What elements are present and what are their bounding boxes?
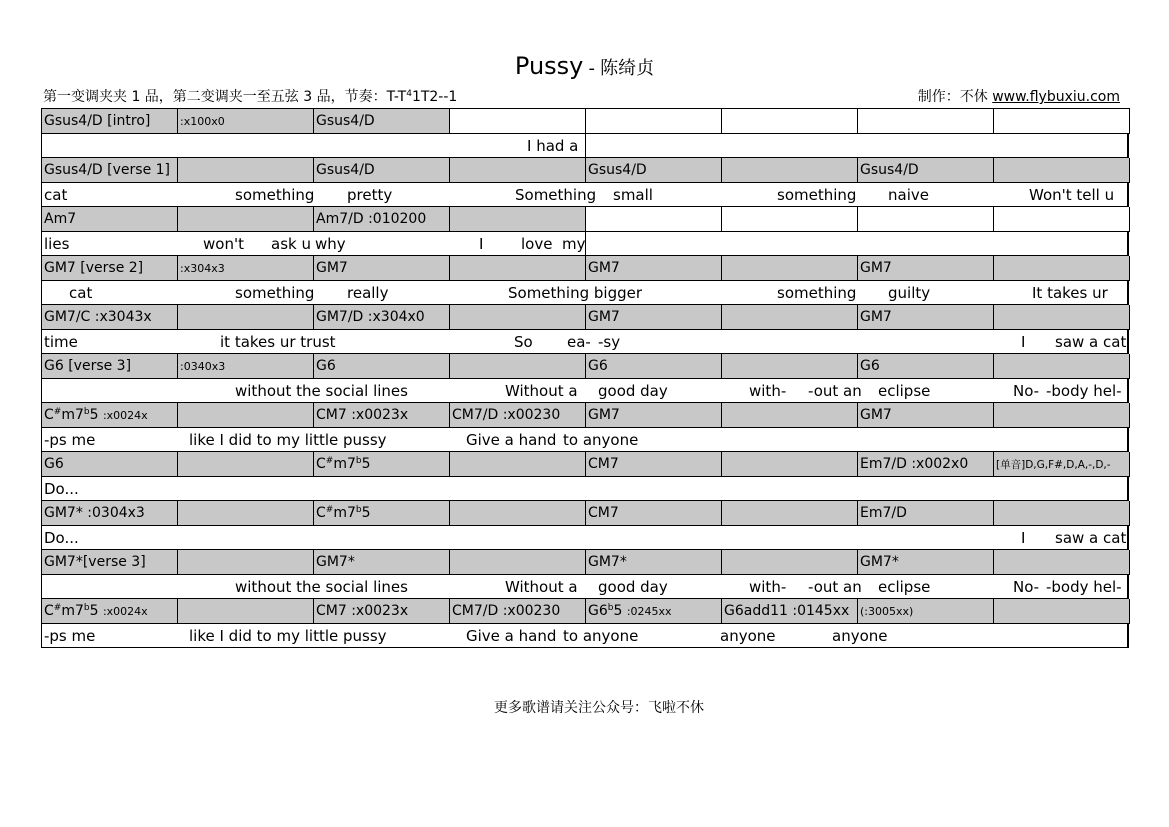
footer-note: 更多歌谱请关注公众号：飞啦不休 — [494, 700, 704, 716]
lyric-row — [42, 330, 1129, 354]
chord-cell — [858, 305, 994, 329]
chord-cell — [722, 403, 858, 427]
chord-text: G6 — [316, 358, 336, 374]
chord-text: Gsus4/D — [588, 162, 647, 178]
lyric-word: -body hel- — [1046, 578, 1122, 596]
lyric-word: good day — [598, 382, 668, 400]
chord-cell — [994, 256, 1130, 280]
chord-cell — [994, 305, 1130, 329]
chord-cell — [178, 599, 314, 623]
maker-label: 制作：不休 — [917, 89, 988, 105]
chord-row — [42, 256, 1130, 281]
chord-cell — [178, 501, 314, 525]
chord-cell — [586, 452, 722, 476]
chord-cell — [994, 501, 1130, 525]
lyric-word: good day — [598, 578, 668, 596]
lyric-line — [42, 477, 1128, 501]
chord-cell — [858, 207, 994, 231]
chord-cell — [314, 354, 450, 378]
lyric-word: time — [44, 333, 78, 351]
lyric-word: Give a hand — [466, 431, 557, 449]
lyric-word: It takes ur — [1032, 284, 1108, 302]
chord-cell — [178, 109, 314, 133]
lyric-word: saw a cat — [1055, 529, 1127, 547]
chord-cell — [450, 403, 586, 427]
chord-cell — [722, 501, 858, 525]
lyric-row — [42, 575, 1129, 599]
lyric-word: small — [613, 186, 653, 204]
chord-cell — [178, 305, 314, 329]
chord-cell — [994, 599, 1130, 623]
chord-cell — [722, 452, 858, 476]
chord-cell: C#m7$^b$5 :x0024x — [42, 599, 178, 623]
lyric-word: -body hel- — [1046, 382, 1122, 400]
maker-info — [918, 86, 1120, 106]
chord-cell — [42, 158, 178, 182]
site-link[interactable]: www.flybuxiu.com — [992, 89, 1120, 105]
chord-text: GM7 [verse 2] — [44, 260, 144, 276]
chord-row — [42, 501, 1130, 526]
lyric-word: without the social lines — [235, 578, 408, 596]
lyric-line — [42, 526, 1128, 550]
chord-cell — [314, 207, 450, 231]
chord-cell — [586, 501, 722, 525]
chord-text: GM7* :0304x3 — [44, 505, 145, 521]
chord-text: CM7 :x0023x — [316, 407, 409, 423]
lyric-word: eclipse — [878, 382, 931, 400]
chord-cell — [994, 550, 1130, 574]
capo-rhythm-info — [43, 86, 457, 106]
lyric-line — [42, 232, 586, 256]
chord-text: GM7 — [860, 309, 892, 325]
title-dash: - — [588, 58, 595, 79]
lyric-word: Without a — [505, 382, 578, 400]
chord-text: GM7 — [316, 260, 348, 276]
chord-row — [42, 354, 1130, 379]
chord-text: GM7*[verse 3] — [44, 554, 146, 570]
rhythm-tail: 1T2--1 — [411, 89, 458, 105]
chord-text: Gsus4/D [intro] — [44, 113, 151, 129]
chord-cell — [178, 158, 314, 182]
chord-cell — [722, 599, 858, 623]
lyric-word: Do... — [44, 480, 79, 498]
lyric-line — [42, 575, 1128, 599]
chord-text: Em7/D :x002x0 — [860, 456, 969, 472]
chord-cell — [178, 354, 314, 378]
lyric-word: anyone — [832, 627, 888, 645]
lyric-word: lies — [44, 235, 70, 253]
lyric-line — [42, 134, 586, 158]
chord-cell — [178, 452, 314, 476]
chord-cell — [858, 550, 994, 574]
chord-text: GM7 — [588, 309, 620, 325]
chord-cell — [722, 305, 858, 329]
chord-cell — [314, 403, 450, 427]
chord-cell — [314, 305, 450, 329]
capo-text: 第一变调夹夹 1 品，第二变调夹一至五弦 3 品，节奏：T-T — [43, 89, 407, 105]
lyric-word: to anyone — [563, 627, 639, 645]
lyric-word: like I did to my little pussy — [189, 431, 387, 449]
chord-row — [42, 109, 1130, 134]
chord-text: Gsus4/D [verse 1] — [44, 162, 171, 178]
chord-cell — [314, 599, 450, 623]
chord-text: [单音]D,G,F#,D,A,-,D,- — [996, 459, 1111, 471]
lyric-word: something — [777, 284, 857, 302]
lyric-row — [42, 281, 1129, 305]
chord-text: G6 [verse 3] — [44, 358, 132, 374]
chord-cell — [994, 207, 1130, 231]
chord-cell — [722, 109, 858, 133]
lyric-word: something — [235, 284, 315, 302]
chord-cell — [450, 305, 586, 329]
lyric-word: No- — [1013, 382, 1040, 400]
chord-cell — [586, 158, 722, 182]
lyric-word: Something bigger — [508, 284, 643, 302]
chord-text: GM7 — [588, 260, 620, 276]
chord-text: G6 — [860, 358, 880, 374]
chord-cell — [178, 550, 314, 574]
lyric-word: -sy — [598, 333, 621, 351]
chord-row — [42, 550, 1130, 575]
lyric-word: like I did to my little pussy — [189, 627, 387, 645]
lyric-line — [42, 428, 1128, 452]
chord-cell — [42, 354, 178, 378]
chord-cell — [586, 403, 722, 427]
chord-cell — [450, 256, 586, 280]
lyric-row — [42, 183, 1129, 207]
lyric-line — [42, 183, 1128, 207]
lyric-word: without the social lines — [235, 382, 408, 400]
lyric-word: love — [521, 235, 553, 253]
lyric-word: won't — [203, 235, 244, 253]
chord-row — [42, 599, 1130, 624]
lyric-word: Do... — [44, 529, 79, 547]
lyric-word: ea- — [567, 333, 591, 351]
lyric-row — [42, 428, 1129, 452]
lyric-word: eclipse — [878, 578, 931, 596]
chord-text: Am7 — [44, 211, 77, 227]
chord-cell — [722, 256, 858, 280]
chord-cell — [178, 256, 314, 280]
chord-cell — [994, 354, 1130, 378]
lyric-row — [42, 624, 1129, 648]
lyric-word: I had a — [527, 137, 579, 155]
lyric-word: ask u — [271, 235, 311, 253]
chord-cell — [450, 501, 586, 525]
chord-text: G6add11 :0145xx — [724, 603, 850, 619]
chord-cell — [586, 354, 722, 378]
chord-cell — [42, 305, 178, 329]
lyric-word: No- — [1013, 578, 1040, 596]
chord-text: :0340x3 — [180, 360, 226, 373]
lyric-word: Something — [515, 186, 597, 204]
lyric-word: -ps me — [44, 627, 96, 645]
chord-cell — [42, 550, 178, 574]
chord-text: CM7 :x0023x — [316, 603, 409, 619]
lyric-word: why — [315, 235, 346, 253]
chord-text: (:3005xx) — [860, 605, 914, 618]
lyric-word: something — [777, 186, 857, 204]
lyric-row — [42, 526, 1129, 550]
lyric-row — [42, 134, 1129, 158]
lyric-word: -out an — [808, 382, 862, 400]
lyric-word: to anyone — [563, 431, 639, 449]
chord-cell — [586, 256, 722, 280]
lyric-word: Give a hand — [466, 627, 557, 645]
chord-cell — [722, 550, 858, 574]
chord-cell — [178, 403, 314, 427]
chord-cell — [42, 501, 178, 525]
chord-text: G6 — [44, 456, 64, 472]
lyric-word: with- — [749, 382, 787, 400]
chord-cell — [858, 158, 994, 182]
chord-cell — [450, 109, 586, 133]
chord-text: GM7 — [860, 260, 892, 276]
chord-text: CM7/D :x00230 — [452, 407, 561, 423]
lyric-word: really — [347, 284, 389, 302]
chord-cell — [858, 109, 994, 133]
lyric-word: naive — [888, 186, 929, 204]
lyric-word: my — [562, 235, 586, 253]
lyric-word: So — [514, 333, 533, 351]
chord-cell — [858, 256, 994, 280]
chord-sheet — [41, 108, 1130, 648]
chord-text: Gsus4/D — [860, 162, 919, 178]
lyric-line — [42, 624, 1128, 648]
chord-cell — [314, 256, 450, 280]
chord-row — [42, 305, 1130, 330]
chord-cell — [722, 158, 858, 182]
lyric-row — [42, 379, 1129, 403]
chord-cell — [314, 109, 450, 133]
lyric-row — [42, 232, 1129, 256]
lyric-word: cat — [44, 186, 68, 204]
chord-text: GM7* — [588, 554, 627, 570]
chord-cell — [42, 452, 178, 476]
chord-cell — [994, 452, 1130, 476]
song-name: Pussy — [514, 52, 584, 80]
chord-cell — [994, 109, 1130, 133]
chord-cell — [450, 599, 586, 623]
chord-cell — [42, 109, 178, 133]
lyric-word: Won't tell u — [1029, 186, 1115, 204]
lyric-word: I — [479, 235, 484, 253]
chord-text: :x100x0 — [180, 115, 225, 128]
lyric-word: saw a cat — [1055, 333, 1127, 351]
lyric-word: -out an — [808, 578, 862, 596]
chord-cell — [314, 550, 450, 574]
chord-cell — [586, 109, 722, 133]
chord-cell — [586, 550, 722, 574]
lyric-word: it takes ur trust — [220, 333, 336, 351]
chord-cell — [858, 599, 994, 623]
lyric-word: with- — [749, 578, 787, 596]
chord-text: GM7/D :x304x0 — [316, 309, 425, 325]
chord-cell — [42, 207, 178, 231]
lyric-word: guilty — [888, 284, 931, 302]
chord-cell — [586, 207, 722, 231]
lyric-word: something — [235, 186, 315, 204]
lyric-row — [42, 477, 1129, 501]
chord-cell: G6$^b$5 :0245xx — [586, 599, 722, 623]
chord-cell — [858, 403, 994, 427]
chord-text: GM7* — [860, 554, 899, 570]
chord-row — [42, 452, 1130, 477]
chord-cell — [450, 354, 586, 378]
chord-text: Gsus4/D — [316, 162, 375, 178]
chord-row — [42, 403, 1130, 428]
chord-text: :x304x3 — [180, 262, 225, 275]
chord-cell — [450, 207, 586, 231]
chord-cell — [858, 354, 994, 378]
lyric-word: -ps me — [44, 431, 96, 449]
lyric-line — [42, 330, 1128, 354]
lyric-word: Without a — [505, 578, 578, 596]
song-title — [0, 52, 1169, 80]
lyric-line — [42, 281, 1128, 305]
chord-cell — [586, 305, 722, 329]
chord-cell: C#m7$^b$5 — [314, 501, 450, 525]
chord-text: CM7/D :x00230 — [452, 603, 561, 619]
chord-text: CM7 — [588, 456, 619, 472]
chord-cell — [858, 501, 994, 525]
chord-text: Am7/D :010200 — [316, 211, 427, 227]
chord-text: GM7 — [588, 407, 620, 423]
chord-cell — [450, 452, 586, 476]
chord-text: CM7 — [588, 505, 619, 521]
rhythm-superscript: 4 — [406, 89, 412, 99]
lyric-word: pretty — [347, 186, 393, 204]
chord-cell — [994, 403, 1130, 427]
empty-lyric-cell — [586, 232, 1129, 256]
chord-cell — [178, 207, 314, 231]
chord-cell — [450, 158, 586, 182]
chord-text: G6 — [588, 358, 608, 374]
chord-cell — [450, 550, 586, 574]
chord-cell — [42, 256, 178, 280]
chord-cell — [858, 452, 994, 476]
chord-row — [42, 158, 1130, 183]
chord-text: GM7 — [860, 407, 892, 423]
chord-text: GM7* — [316, 554, 355, 570]
chord-text: Gsus4/D — [316, 113, 375, 129]
lyric-word: anyone — [720, 627, 776, 645]
chord-cell: C#m7$^b$5 :x0024x — [42, 403, 178, 427]
empty-lyric-cell — [586, 134, 1129, 158]
lyric-word: cat — [69, 284, 93, 302]
lyric-word: I — [1021, 333, 1026, 351]
chord-text: Em7/D — [860, 505, 907, 521]
chord-cell — [994, 158, 1130, 182]
chord-cell — [314, 158, 450, 182]
lyric-line — [42, 379, 1128, 403]
chord-row — [42, 207, 1130, 232]
artist-name: 陈绮贞 — [600, 58, 655, 79]
chord-text: GM7/C :x3043x — [44, 309, 152, 325]
chord-cell — [722, 354, 858, 378]
lyric-word: I — [1021, 529, 1026, 547]
chord-cell — [722, 207, 858, 231]
chord-cell: C#m7$^b$5 — [314, 452, 450, 476]
